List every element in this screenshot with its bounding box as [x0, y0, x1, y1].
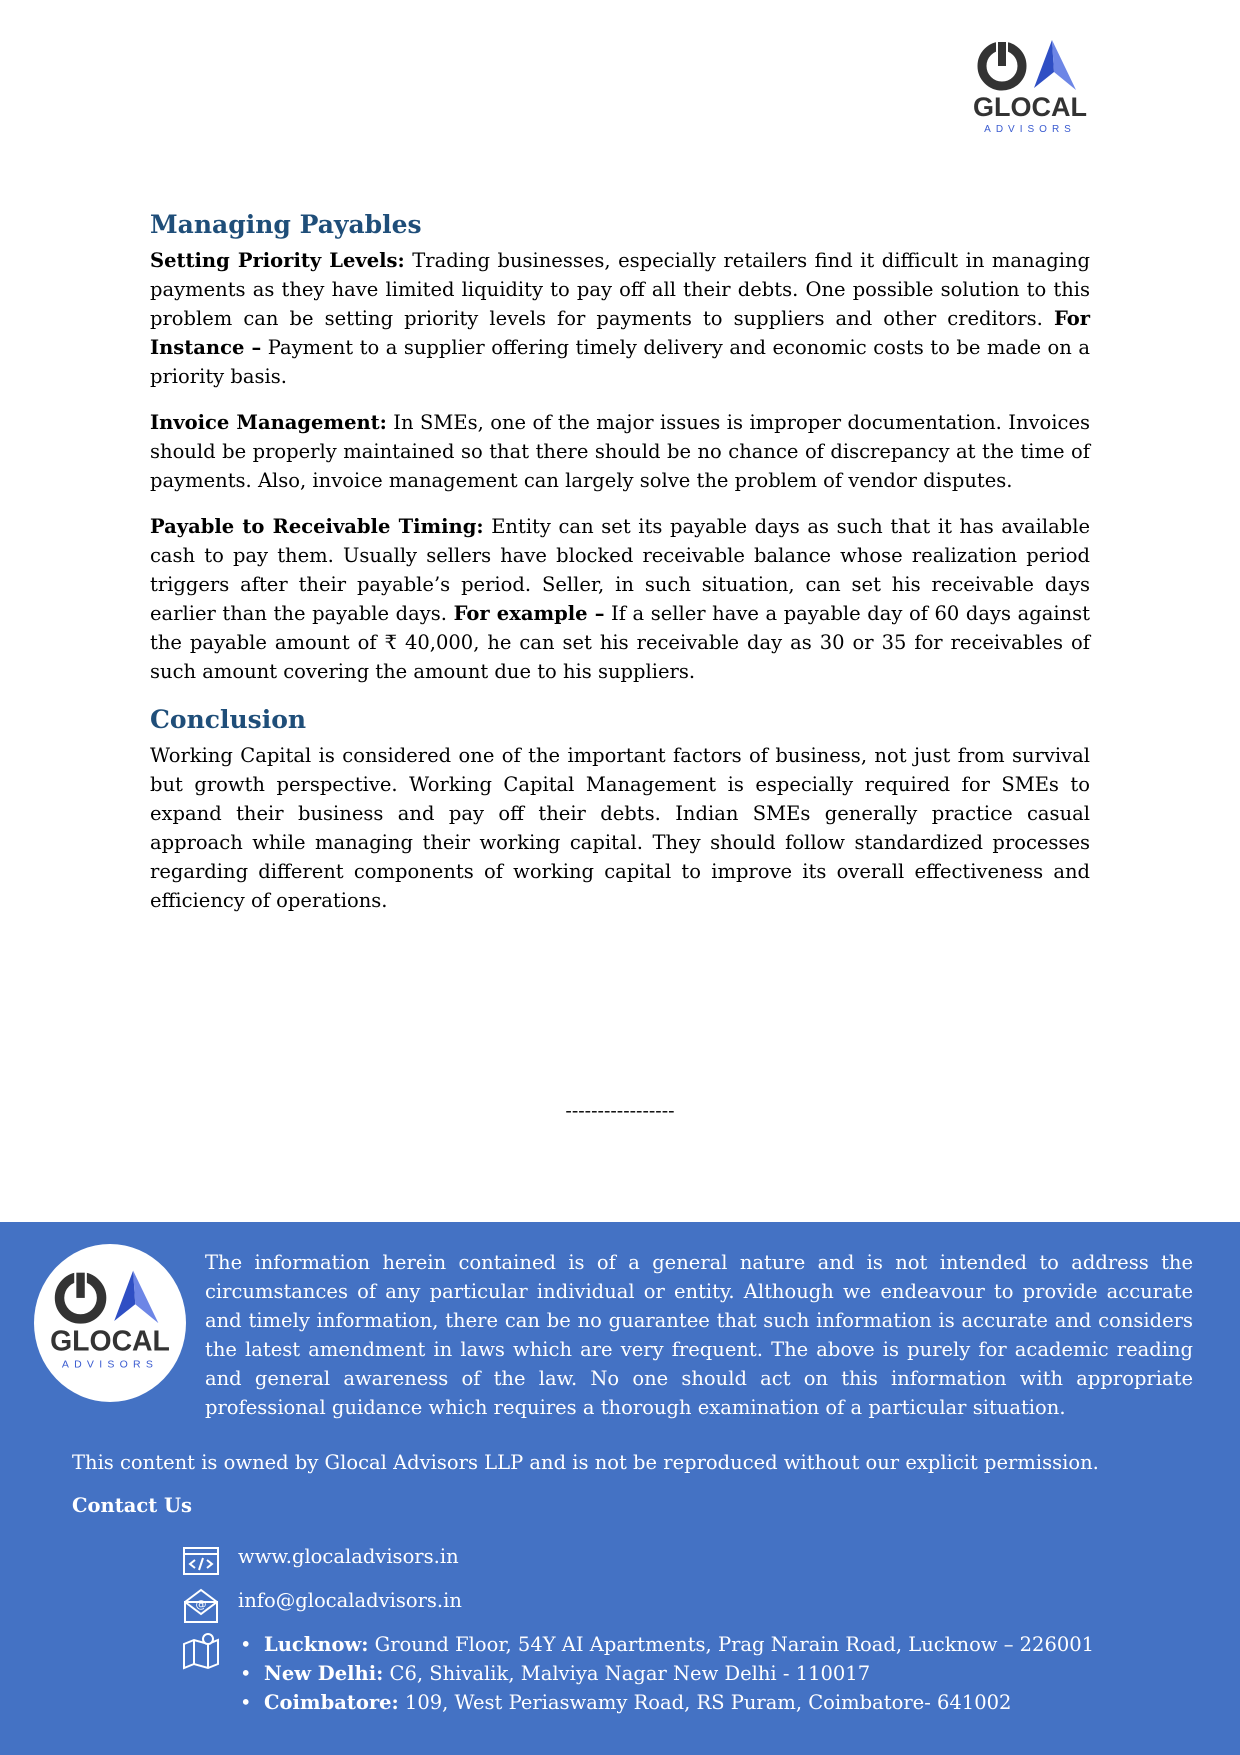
svg-text:@: @: [195, 1598, 207, 1611]
article-body: [150, 208, 1090, 932]
city-name: Coimbatore:: [264, 1691, 399, 1714]
email-icon: [182, 1586, 220, 1624]
lead-term: Payable to Receivable Timing:: [150, 515, 484, 538]
footer: [0, 1222, 1240, 1755]
logo-tagline: ADVISORS: [984, 124, 1076, 135]
paragraph-invoice-management: Invoice Management: In SMEs, one of the major issues is improper documentation. Invoices should be properly maintained so that there should be no chance of discrepancy at the time of payments. Also, invoice management can largely solve the problem of vendor disputes.: [150, 411, 1090, 492]
logo-tagline: ADVISORS: [61, 1358, 159, 1371]
separator: -----------------: [565, 1100, 675, 1122]
list-item: • Lucknow: Ground Floor, 54Y AI Apartments, Prag Narain Road, Lucknow – 226001: [240, 1630, 1094, 1659]
logo-wordmark: GLOCAL: [50, 1325, 170, 1358]
disclaimer-text: The information herein contained is of a general nature and is not intended to address the circumstances of any particular individual or entity. Although we endeavour to provide accurate and timely information, there can be no guarantee that such information is accurate and considers the latest amendment in laws which are very frequent. The above is purely for academic reading and general awareness of the law. No one should act on this information with appropriate professional guidance which requires a thorough examination of a particular situation.: [205, 1251, 1193, 1419]
city-name: New Delhi:: [264, 1662, 384, 1685]
glocal-advisors-logo: [972, 38, 1088, 136]
emphasis: For Instance –: [150, 307, 1090, 359]
ownership-notice: This content is owned by Glocal Advisors LLP and is not be reproduced without our explicit permission.: [72, 1451, 1099, 1474]
city-name: Lucknow:: [264, 1633, 369, 1656]
website-link[interactable]: www.glocaladvisors.in: [238, 1545, 459, 1568]
emphasis: For example –: [453, 602, 605, 625]
section-heading-managing-payables: Managing Payables: [150, 210, 422, 239]
contact-us-heading: Contact Us: [72, 1494, 192, 1517]
map-icon: [182, 1632, 220, 1670]
paragraph-conclusion: Working Capital is considered one of the important factors of business, not just from survival but growth perspective. Working Capital Management is especially required for SMEs to expand their business and pay off their debts. Indian SMEs generally practice casual approach while managing their working capital. They should follow standardized processes regarding different components of working capital to improve its overall effectiveness and efficiency of operations.: [150, 744, 1090, 912]
glocal-advisors-logo: [49, 1266, 171, 1374]
logo-wordmark: GLOCAL: [973, 92, 1087, 122]
office-address-list: [240, 1630, 1094, 1717]
paragraph-priority-levels: Setting Priority Levels: Trading businesses, especially retailers find it difficult in managing payments as they have limited liquidity to pay off all their debts. One possible solution to this problem can be setting priority levels for payments to suppliers and other creditors. For Instance – Payment to a supplier offering timely delivery and economic costs to be made on a priority basis.: [150, 249, 1090, 388]
list-item: • New Delhi: C6, Shivalik, Malviya Nagar New Delhi - 110017: [240, 1659, 1094, 1688]
footer-logo-badge: [34, 1244, 186, 1402]
list-item: • Coimbatore: 109, West Periaswamy Road, RS Puram, Coimbatore- 641002: [240, 1688, 1094, 1717]
lead-term: Setting Priority Levels:: [150, 249, 405, 272]
email-link[interactable]: info@glocaladvisors.in: [238, 1589, 462, 1612]
lead-term: Invoice Management:: [150, 411, 387, 434]
paragraph-payable-receivable-timing: Payable to Receivable Timing: Entity can set its payable days as such that it has available cash to pay them. Usually sellers have blocked receivable balance whose realization period triggers after their payable’s period. Seller, in such situation, can set his receivable days earlier than the payable days. For example – If a seller have a payable day of 60 days against the payable amount of ₹ 40,000, he can set his receivable day as 30 or 35 for receivables of such amount covering the amount due to his suppliers.: [150, 515, 1090, 683]
code-window-icon: [182, 1542, 220, 1580]
section-heading-conclusion: Conclusion: [150, 705, 307, 734]
